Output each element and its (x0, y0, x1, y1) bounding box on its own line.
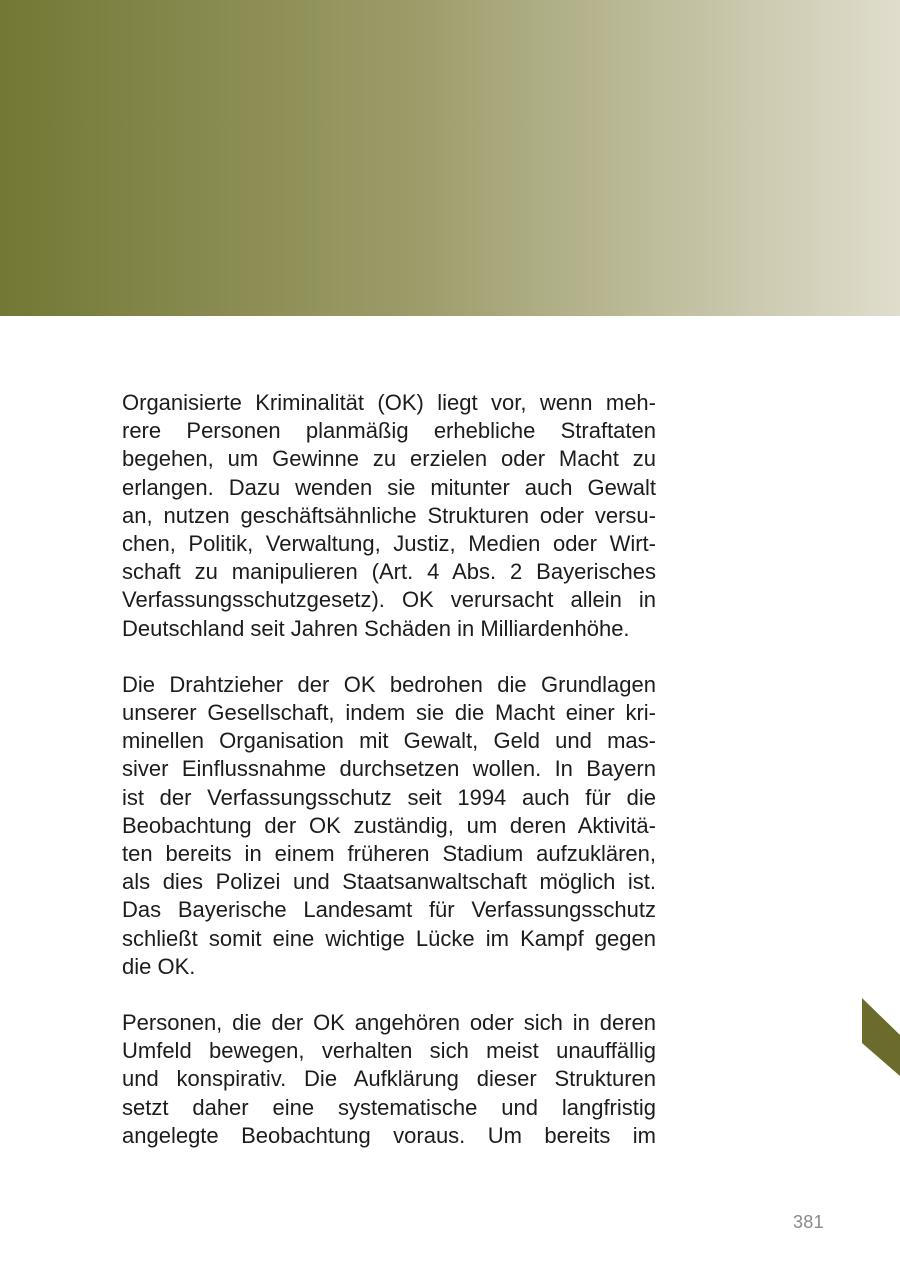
paragraph-line: schaft zu manipulieren (Art. 4 Abs. 2 Bayerisches (122, 559, 656, 585)
paragraph-line: Deutschland seit Jahren Schäden in Milliardenhöhe. (122, 615, 630, 641)
paragraph-line: Beobachtung der OK zuständig, um deren Aktivitä- (122, 812, 656, 838)
body-text-column (122, 389, 656, 1178)
paragraph-line: rere Personen planmäßig erhebliche Straftaten (122, 418, 656, 444)
paragraph-line: Das Bayerische Landesamt für Verfassungsschutz (122, 897, 656, 923)
paragraph-line: als dies Polizei und Staatsanwaltschaft möglich ist. (122, 869, 656, 895)
header-gradient-band (0, 0, 900, 316)
paragraph-line: ten bereits in einem früheren Stadium aufzuklären, (122, 841, 656, 867)
paragraph-line: ist der Verfassungsschutz seit 1994 auch für die (122, 784, 656, 810)
paragraph-line: Die Drahtzieher der OK bedrohen die Grundlagen (122, 671, 656, 697)
paragraph-line: Umfeld bewegen, verhalten sich meist unauffällig (122, 1038, 656, 1064)
paragraph-line: angelegte Beobachtung voraus. Um bereits im (122, 1122, 656, 1148)
paragraph-line: erlangen. Dazu wenden sie mitunter auch Gewalt (122, 474, 656, 500)
paragraph-line: Personen, die der OK angehören oder sich in deren (122, 1010, 656, 1036)
paragraph-line: begehen, um Gewinne zu erzielen oder Macht zu (122, 446, 656, 472)
paragraph-line: setzt daher eine systematische und langfristig (122, 1094, 656, 1120)
paragraph-line: schließt somit eine wichtige Lücke im Kampf gegen (122, 925, 656, 951)
paragraph-line: die OK. (122, 953, 196, 979)
paragraph-line: siver Einflussnahme durchsetzen wollen. In Bayern (122, 756, 656, 782)
paragraph-2 (122, 671, 656, 981)
paragraph-3 (122, 1009, 656, 1150)
paragraph-1 (122, 389, 656, 643)
chapter-edge-tab (862, 998, 900, 1076)
paragraph-line: unserer Gesellschaft, indem sie die Macht einer kri- (122, 700, 656, 726)
paragraph-line: Verfassungsschutzgesetz). OK verursacht allein in (122, 587, 656, 613)
paragraph-line: minellen Organisation mit Gewalt, Geld und mas- (122, 728, 656, 754)
paragraph-line: Organisierte Kriminalität (OK) liegt vor, wenn meh- (122, 390, 656, 415)
paragraph-line: an, nutzen geschäftsähnliche Strukturen oder versu- (122, 502, 656, 528)
page-number: 381 (793, 1212, 824, 1232)
paragraph-line: chen, Politik, Verwaltung, Justiz, Medien oder Wirt- (122, 531, 656, 557)
paragraph-line: und konspirativ. Die Aufklärung dieser Strukturen (122, 1066, 656, 1092)
